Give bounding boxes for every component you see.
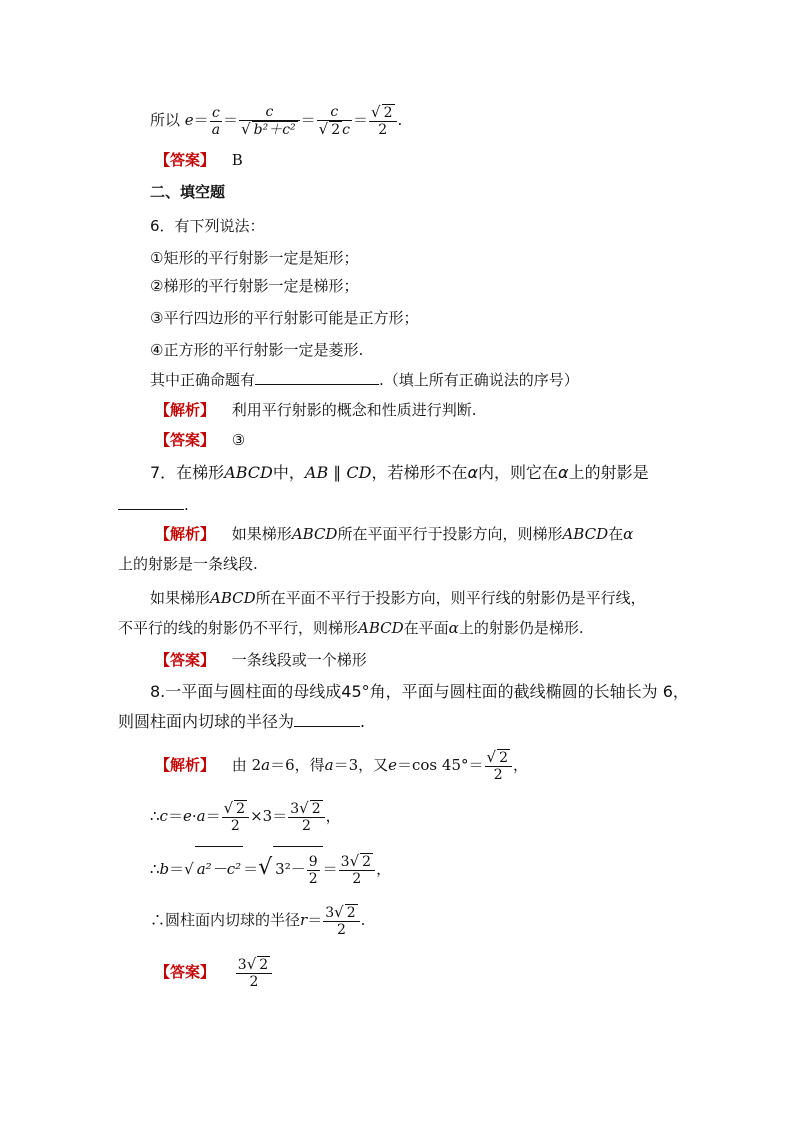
q6-item-4: ④正方形的平行射影一定是菱形. bbox=[150, 341, 364, 359]
q6-item-1: ①矩形的平行射影一定是矩形； bbox=[150, 249, 359, 267]
fraction: $\frac{9}{2}$ bbox=[308, 853, 318, 887]
q7-analysis-1: 【解析】 如果梯形ABCD所在平面平行于投影方向，则梯形ABCD在α bbox=[155, 525, 634, 543]
q8-analysis-step-2: ∴c＝e·a＝ $\frac{√ 2}{2}$ ×3＝ $\frac{3√ 2}{2}$ ， bbox=[150, 799, 341, 834]
answer-tag: 【答案】 bbox=[155, 151, 216, 169]
q7-analysis-2-cont: 不平行的线的射影仍不平行，则梯形ABCD在平面α上的射影仍是梯形. bbox=[118, 619, 584, 637]
q6-question: 其中正确命题有 .（填上所有正确说法的序号） bbox=[150, 371, 579, 389]
q6-analysis: 【解析】 利用平行射影的概念和性质进行判断. bbox=[155, 401, 477, 419]
q6-stem: 6．有下列说法： bbox=[150, 217, 265, 235]
q7-stem: 7．在梯形ABCD中，AB ∥ CD，若梯形不在α内，则它在α上的射影是 bbox=[150, 463, 649, 482]
fraction: $\frac{c}{\text{√ b²＋c²}}$ bbox=[239, 104, 300, 138]
answer-blank[interactable] bbox=[118, 509, 184, 510]
q8-analysis-step-4: ∴圆柱面内切球的半径r＝ $\frac{3√ 2}{2}$ . bbox=[150, 903, 366, 938]
fraction: $\frac{√ 2}{2}$ bbox=[222, 800, 249, 834]
q7-answer: 【答案】 一条线段或一个梯形 bbox=[155, 651, 367, 669]
fraction: $\frac{3√ 2}{2}$ bbox=[339, 853, 375, 887]
q7-analysis-2: 如果梯形ABCD所在平面不平行于投影方向，则平行线的射影仍是平行线， bbox=[150, 589, 646, 607]
answer-q5 bbox=[155, 150, 243, 170]
q8-analysis-step-3: ∴b＝√ a²－c² ＝√ 3²－ $\frac{9}{2}$ ＝ $\frac{3√ 2}{2}$ ， bbox=[150, 846, 391, 891]
fraction: $\frac{√ 2}{2}$ bbox=[369, 104, 396, 138]
fraction: $\frac{3√ 2}{2}$ bbox=[236, 956, 272, 990]
fraction: $\frac{3√ 2}{2}$ bbox=[323, 904, 359, 938]
q6-item-2: ②梯形的平行射影一定是梯形； bbox=[150, 277, 359, 295]
fraction: $\frac{√ 2}{2}$ bbox=[485, 749, 512, 783]
q8-stem-2: 则圆柱面内切球的半径为 . bbox=[118, 712, 366, 731]
fraction: $\frac{c}{√ 2 c}$ bbox=[318, 104, 350, 138]
eccentricity-formula: 所以 e＝ $\frac{c}{a}$ ＝ $\frac{c}{\text{√ b²＋c²}}$ ＝ $\frac{c}{√ 2 c}$ ＝ $\frac{√ 2}{2}$ . bbox=[150, 103, 403, 138]
q6-item-3: ③平行四边形的平行射影可能是正方形； bbox=[150, 309, 419, 327]
fraction: $\frac{c}{a}$ bbox=[211, 104, 221, 138]
q7-blank-line: . bbox=[118, 495, 189, 515]
answer-blank[interactable] bbox=[255, 384, 379, 385]
q8-analysis-step-1: 【解析】 由 2a＝6，得a＝3，又e＝cos 45°＝ $\frac{√ 2}{2}$ ， bbox=[155, 748, 528, 783]
q8-answer: 【答案】 $\frac{3√ 2}{2}$ bbox=[155, 952, 273, 992]
q8-stem-1: 8.一平面与圆柱面的母线成45°角，平面与圆柱面的截线椭圆的长轴长为 6， bbox=[150, 682, 689, 701]
q6-answer: 【答案】 ③ bbox=[155, 431, 246, 449]
q7-analysis-1-cont: 上的射影是一条线段. bbox=[118, 555, 258, 573]
section-title: 二、填空题 bbox=[150, 183, 226, 201]
fraction: $\frac{3√ 2}{2}$ bbox=[288, 800, 324, 834]
answer-blank[interactable] bbox=[294, 726, 360, 727]
answer-value: B bbox=[231, 151, 243, 169]
